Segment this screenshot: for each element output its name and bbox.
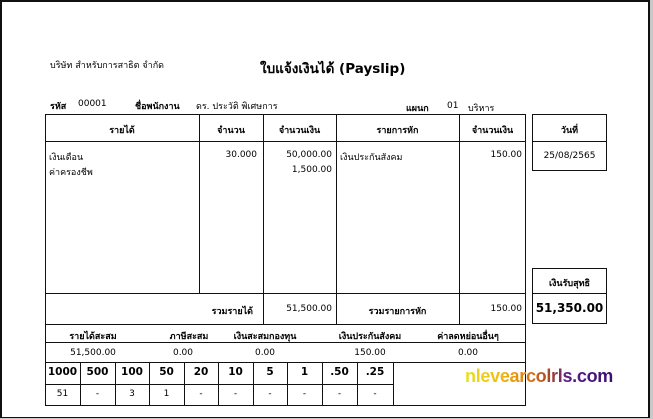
accum-header-fund: เงินสะสมกองทุน [233,332,297,342]
header-income-amount: จำนวนเงิน [278,126,321,136]
accum-value-tax: 0.00 [172,348,194,358]
denomination-count: - [373,389,377,399]
deduction-total-label: รวมรายการหัก [368,307,427,317]
employee-name: ดร. ประวัติ พิเศษการ [196,102,278,112]
accum-value-income: 51,500.00 [70,348,116,358]
employee-code-label: รหัส [50,102,67,112]
denomination-20: 20 [193,366,209,378]
denomination-5: 5 [266,366,274,378]
denomination-count: - [233,389,238,399]
denomination-count: - [199,389,203,399]
accum-value-other-deductions: 0.00 [457,348,479,358]
denomination-count: 1 [163,389,170,399]
department-code: 01 [447,101,459,111]
col-divider [336,114,337,325]
income-total-label: รวมรายได้ [211,307,253,317]
denomination-count: - [337,389,342,399]
deduction-total: 150.00 [490,304,522,314]
denomination-1: 1 [300,366,309,378]
date-value: 25/08/2565 [543,151,596,161]
denomination-row-divider [45,384,394,385]
accum-value-fund: 0.00 [254,348,276,358]
deduction-item: เงินประกันสังคม [340,153,403,163]
accum-value-social-security: 150.00 [354,348,386,358]
denomination-count: - [268,389,272,399]
department-label: แผนก [406,104,429,114]
denomination-count: - [302,389,307,399]
department-name: บริหาร [468,104,495,114]
document-title: ใบแจ้งเงินได้ (Payslip) [260,61,406,77]
income-item: เงินเดือน [49,153,84,163]
col-divider [263,114,264,325]
net-pay-amount: 51,350.00 [535,301,604,315]
net-pay-label: เงินรับสุทธิ [548,279,591,289]
accum-header-other-deductions: ค่าลดหย่อนอื่นๆ [437,332,499,342]
denomination-count: 51 [56,389,69,399]
col-divider [199,114,200,294]
header-deduction-amount: จำนวนเงิน [471,126,514,136]
employee-code: 00001 [78,99,107,109]
denom-divider [393,362,394,406]
income-amount: 1,500.00 [291,165,332,175]
denomination-count: 3 [129,389,135,399]
net-pay-divider [532,293,607,294]
accum-header-social-security: เงินประกันสังคม [338,332,402,342]
income-item: ค่าครองชีพ [49,168,93,178]
header-quantity: จำนวน [217,126,245,136]
income-total: 51,500.00 [286,304,332,314]
col-divider [459,114,460,325]
watermark-logo: nlevearcolrls.com [465,366,613,386]
income-amount: 50,000.00 [286,150,332,160]
totals-divider [45,293,526,294]
header-deduction: รายการหัก [376,126,419,136]
accum-header-tax: ภาษีสะสม [169,332,209,342]
employee-name-label: ชื่อพนักงาน [135,102,180,112]
income-quantity: 30.000 [225,150,257,160]
header-income: รายได้ [109,126,135,136]
denomination-1000: 1000 [47,366,78,378]
denomination-count: - [95,389,100,399]
header-divider [45,141,526,142]
date-box-divider [532,141,607,142]
denomination-50: 50 [159,366,174,378]
denomination-050: .50 [330,366,349,378]
company-name: บริษัท สำหรับการสาธิต จำกัด [50,61,165,71]
deduction-amount: 150.00 [490,150,522,160]
denomination-025: .25 [365,366,385,378]
denomination-500: 500 [86,366,109,378]
date-label: วันที่ [560,126,579,136]
denomination-100: 100 [121,366,143,378]
accum-header-income: รายได้สะสม [69,332,117,342]
denomination-10: 10 [228,366,243,378]
